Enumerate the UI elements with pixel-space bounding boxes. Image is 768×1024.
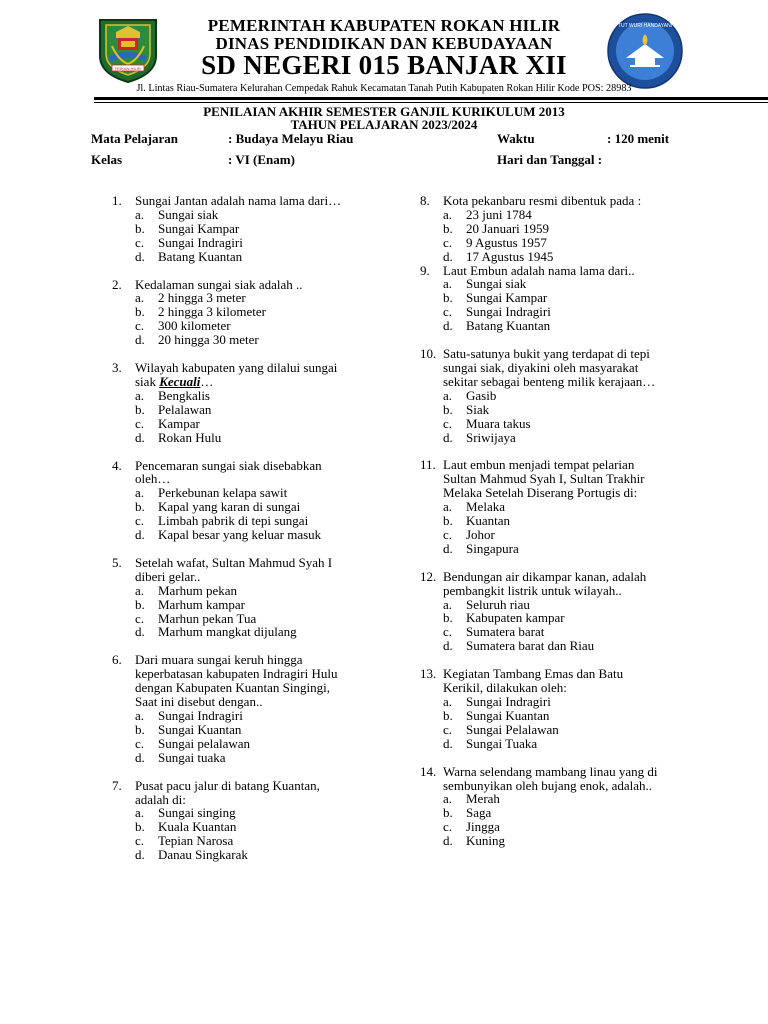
question-number: 3. bbox=[112, 360, 122, 376]
option-text: Gasib bbox=[466, 387, 497, 403]
option-letter: d. bbox=[443, 540, 453, 556]
class-value: : VI (Enam) bbox=[228, 152, 295, 167]
option-text: Kampar bbox=[158, 415, 200, 431]
option-letter: b. bbox=[443, 290, 453, 306]
option-letter: c. bbox=[443, 415, 453, 431]
question-block bbox=[420, 458, 682, 555]
answer-option bbox=[420, 542, 682, 556]
option-letter: b. bbox=[135, 220, 145, 236]
option-letter: c. bbox=[443, 721, 453, 737]
answer-option bbox=[112, 403, 368, 417]
answer-option bbox=[112, 598, 368, 612]
option-letter: a. bbox=[443, 387, 453, 403]
answer-option bbox=[112, 584, 368, 598]
option-letter: a. bbox=[135, 805, 145, 821]
option-letter: a. bbox=[135, 485, 145, 501]
answer-option bbox=[112, 751, 368, 765]
option-letter: d. bbox=[443, 735, 453, 751]
option-text: Sungai tuaka bbox=[158, 749, 226, 765]
option-letter: d. bbox=[135, 332, 145, 348]
option-letter: a. bbox=[135, 582, 145, 598]
option-letter: a. bbox=[443, 596, 453, 612]
option-letter: c. bbox=[135, 415, 145, 431]
option-letter: d. bbox=[135, 749, 145, 765]
question-number: 9. bbox=[420, 262, 430, 278]
option-text: Sungai pelalawan bbox=[158, 735, 251, 751]
option-letter: c. bbox=[443, 304, 453, 320]
question-line: Saat ini disebut dengan.. bbox=[135, 694, 263, 710]
school-address: Jl. Lintas Riau-Sumatera Kelurahan Cempedak Rahuk Kecamatan Tanah Putih Kabupaten Rokan Hilir Kode POS: 28983 bbox=[136, 83, 632, 94]
answer-option bbox=[420, 792, 682, 806]
answer-option bbox=[420, 625, 682, 639]
question-number: 14. bbox=[420, 763, 437, 779]
time-value: : 120 menit bbox=[607, 131, 670, 146]
answer-option bbox=[112, 612, 368, 626]
option-letter: b. bbox=[443, 707, 453, 723]
answer-option bbox=[420, 236, 682, 250]
government-header: PEMERINTAH KABUPATEN ROKAN HILIR bbox=[207, 16, 561, 35]
option-letter: d. bbox=[443, 318, 453, 334]
answer-option bbox=[420, 514, 682, 528]
answer-option bbox=[112, 528, 368, 542]
question-line: Warna selendang mambang linau yang di bbox=[443, 763, 658, 779]
question-line: Kedalaman sungai siak adalah .. bbox=[135, 276, 303, 292]
option-letter: c. bbox=[135, 234, 145, 250]
answer-option bbox=[420, 639, 682, 653]
logo-left-text: ROKAN HILIR bbox=[115, 66, 141, 71]
question-block bbox=[112, 459, 368, 542]
option-text: Sungai Pelalawan bbox=[466, 721, 559, 737]
option-letter: d. bbox=[443, 429, 453, 445]
question-block bbox=[112, 194, 368, 264]
answer-option bbox=[112, 834, 368, 848]
option-letter: b. bbox=[443, 805, 453, 821]
question-number: 1. bbox=[112, 193, 122, 208]
option-letter: b. bbox=[135, 401, 145, 417]
option-text: Sungai Indragiri bbox=[466, 304, 551, 320]
subject-value: : Budaya Melayu Riau bbox=[228, 131, 354, 146]
option-text: Pelalawan bbox=[158, 401, 212, 417]
question-line: Laut Embun adalah nama lama dari.. bbox=[443, 262, 635, 278]
option-text: Sungai Kuantan bbox=[466, 707, 550, 723]
answer-option bbox=[420, 723, 682, 737]
answer-option bbox=[420, 319, 682, 333]
option-text: 2 hingga 3 meter bbox=[158, 290, 246, 306]
question-text bbox=[420, 667, 682, 695]
question-line: Satu-satunya bukit yang terdapat di tepi bbox=[443, 346, 650, 362]
option-letter: a. bbox=[443, 276, 453, 292]
answer-option bbox=[112, 417, 368, 431]
school-name: SD NEGERI 015 BANJAR XII bbox=[201, 50, 567, 80]
question-number: 12. bbox=[420, 568, 437, 584]
answer-option bbox=[112, 806, 368, 820]
answer-option bbox=[112, 723, 368, 737]
question-text bbox=[420, 264, 682, 278]
option-text: 20 hingga 30 meter bbox=[158, 332, 259, 348]
questions-right-column bbox=[420, 194, 682, 848]
option-text: Rokan Hulu bbox=[158, 429, 222, 445]
question-text bbox=[112, 653, 368, 709]
option-text: 300 kilometer bbox=[158, 318, 231, 334]
question-line: sungai siak, diyakini oleh masyarakat bbox=[443, 359, 639, 375]
option-letter: d. bbox=[135, 624, 145, 640]
question-number: 8. bbox=[420, 193, 430, 208]
question-block bbox=[112, 361, 368, 444]
answer-option bbox=[420, 820, 682, 834]
question-line-suffix: … bbox=[200, 373, 214, 389]
option-text: Kuantan bbox=[466, 513, 511, 529]
answer-option bbox=[420, 611, 682, 625]
option-text: Singapura bbox=[466, 540, 519, 556]
option-letter: a. bbox=[135, 708, 145, 723]
question-block bbox=[420, 264, 682, 334]
option-letter: d. bbox=[135, 248, 145, 264]
exam-year: TAHUN PELAJARAN 2023/2024 bbox=[290, 117, 478, 132]
option-text: Danau Singkarak bbox=[158, 847, 248, 863]
option-letter: c. bbox=[135, 833, 145, 849]
option-letter: c. bbox=[135, 318, 145, 334]
option-text: Marhun pekan Tua bbox=[158, 610, 257, 626]
answer-option bbox=[420, 528, 682, 542]
question-line: Dari muara sungai keruh hingga bbox=[135, 652, 303, 668]
option-letter: b. bbox=[443, 610, 453, 626]
answer-option bbox=[112, 514, 368, 528]
question-line: Laut embun menjadi tempat pelarian bbox=[443, 457, 635, 473]
subject-label: Mata Pelajaran bbox=[91, 131, 179, 146]
question-text bbox=[112, 194, 368, 208]
option-text: Bengkalis bbox=[158, 387, 210, 403]
option-text: Sumatera barat bbox=[466, 624, 545, 640]
question-line: Pusat pacu jalur di batang Kuantan, bbox=[135, 777, 320, 793]
question-line: keperbatasan kabupaten Indragiri Hulu bbox=[135, 666, 338, 682]
answer-option bbox=[420, 291, 682, 305]
answer-option bbox=[112, 250, 368, 264]
question-block bbox=[420, 347, 682, 444]
option-text: Sungai Indragiri bbox=[466, 694, 551, 709]
question-text bbox=[112, 779, 368, 807]
question-line: dengan Kabupaten Kuantan Singingi, bbox=[135, 680, 330, 696]
answer-option bbox=[420, 208, 682, 222]
option-text: Limbah pabrik di tepi sungai bbox=[158, 513, 309, 529]
option-text: Sungai Indragiri bbox=[158, 708, 243, 723]
question-text bbox=[420, 458, 682, 500]
option-letter: b. bbox=[135, 499, 145, 515]
option-text: Kuning bbox=[466, 833, 505, 849]
question-text bbox=[112, 361, 368, 389]
option-letter: b. bbox=[135, 819, 145, 835]
question-text bbox=[420, 570, 682, 598]
option-text: Batang Kuantan bbox=[158, 248, 243, 264]
answer-option bbox=[112, 431, 368, 445]
question-number: 7. bbox=[112, 777, 122, 793]
option-letter: c. bbox=[443, 624, 453, 640]
answer-option bbox=[112, 486, 368, 500]
option-text: Sumatera barat dan Riau bbox=[466, 638, 595, 654]
option-text: Marhum pekan bbox=[158, 582, 238, 598]
option-text: Sungai Indragiri bbox=[158, 234, 243, 250]
header-divider-thick bbox=[94, 97, 768, 100]
option-text: Tepian Narosa bbox=[158, 833, 234, 849]
option-letter: a. bbox=[443, 791, 453, 807]
question-line: Bendungan air dikampar kanan, adalah bbox=[443, 568, 647, 584]
answer-option bbox=[112, 305, 368, 319]
option-letter: a. bbox=[443, 206, 453, 222]
option-letter: b. bbox=[135, 304, 145, 320]
answer-option bbox=[420, 737, 682, 751]
option-letter: b. bbox=[443, 220, 453, 236]
option-text: Siak bbox=[466, 401, 490, 417]
question-line: diberi gelar.. bbox=[135, 568, 201, 584]
option-letter: d. bbox=[443, 638, 453, 654]
answer-option bbox=[112, 208, 368, 222]
option-text: Melaka bbox=[466, 499, 505, 515]
question-line: Sungai Jantan adalah nama lama dari… bbox=[135, 193, 342, 208]
option-letter: c. bbox=[443, 526, 453, 542]
option-letter: b. bbox=[443, 401, 453, 417]
answer-option bbox=[112, 848, 368, 862]
question-number: 2. bbox=[112, 276, 122, 292]
answer-option bbox=[420, 277, 682, 291]
question-line-prefix: siak bbox=[135, 373, 160, 389]
option-text: Kabupaten kampar bbox=[466, 610, 565, 626]
option-letter: a. bbox=[443, 499, 453, 515]
option-text: Kapal besar yang keluar masuk bbox=[158, 527, 322, 543]
option-letter: d. bbox=[135, 847, 145, 863]
option-letter: c. bbox=[135, 610, 145, 626]
option-letter: d. bbox=[443, 248, 453, 264]
option-letter: b. bbox=[135, 721, 145, 737]
question-line bbox=[135, 375, 368, 389]
option-text: Sriwijaya bbox=[466, 429, 516, 445]
question-line: Melaka Setelah Diserang Portugis di: bbox=[443, 485, 638, 501]
answer-option bbox=[420, 305, 682, 319]
option-letter: d. bbox=[443, 833, 453, 849]
option-text: 23 juni 1784 bbox=[466, 206, 532, 222]
date-label: Hari dan Tanggal : bbox=[497, 152, 603, 167]
answer-option bbox=[112, 500, 368, 514]
question-number: 4. bbox=[112, 457, 122, 473]
question-line: Kota pekanbaru resmi dibentuk pada : bbox=[443, 193, 642, 208]
answer-option bbox=[420, 500, 682, 514]
question-block bbox=[112, 556, 368, 639]
exam-title: PENILAIAN AKHIR SEMESTER GANJIL KURIKULUM 2013 bbox=[203, 104, 565, 119]
answer-option bbox=[420, 431, 682, 445]
option-text: Batang Kuantan bbox=[466, 318, 551, 334]
question-line: Setelah wafat, Sultan Mahmud Syah I bbox=[135, 554, 333, 570]
option-text: Sungai siak bbox=[158, 206, 219, 222]
question-number: 5. bbox=[112, 554, 122, 570]
option-text: Marhum mangkat dijulang bbox=[158, 624, 297, 640]
question-block bbox=[420, 570, 682, 653]
answer-option bbox=[112, 737, 368, 751]
answer-option bbox=[112, 319, 368, 333]
department-header: DINAS PENDIDIKAN DAN KEBUDAYAAN bbox=[215, 34, 553, 53]
question-text bbox=[112, 556, 368, 584]
option-letter: c. bbox=[443, 819, 453, 835]
question-text bbox=[420, 347, 682, 389]
question-line: Kerikil, dilakukan oleh: bbox=[443, 680, 567, 696]
option-text: Muara takus bbox=[466, 415, 531, 431]
answer-option bbox=[112, 709, 368, 723]
option-text: Saga bbox=[466, 805, 492, 821]
question-line: Wilayah kabupaten yang dilalui sungai bbox=[135, 360, 338, 376]
questions-left-column bbox=[112, 194, 368, 862]
question-block bbox=[420, 194, 682, 264]
option-letter: a. bbox=[135, 206, 145, 222]
question-line: Kegiatan Tambang Emas dan Batu bbox=[443, 666, 624, 682]
option-text: 17 Agustus 1945 bbox=[466, 248, 554, 264]
question-number: 6. bbox=[112, 652, 122, 668]
time-label: Waktu bbox=[497, 131, 535, 146]
answer-option bbox=[420, 403, 682, 417]
question-line: sembunyikan oleh bujang enok, adalah.. bbox=[443, 777, 653, 793]
option-letter: c. bbox=[135, 735, 145, 751]
question-block bbox=[420, 765, 682, 848]
question-block bbox=[112, 653, 368, 764]
header-divider-thin bbox=[94, 102, 768, 103]
logo-right-text: TUT WURI HANDAYANI bbox=[617, 23, 673, 29]
answer-option bbox=[420, 598, 682, 612]
question-line: pembangkit listrik untuk wilayah.. bbox=[443, 582, 622, 598]
answer-option bbox=[420, 389, 682, 403]
question-block bbox=[420, 667, 682, 750]
option-letter: d. bbox=[135, 429, 145, 445]
question-line: adalah di: bbox=[135, 791, 186, 807]
option-letter: c. bbox=[135, 513, 145, 529]
option-text: Merah bbox=[466, 791, 500, 807]
question-line: Sultan Mahmud Syah I, Sultan Trakhir bbox=[443, 471, 645, 487]
question-block bbox=[112, 779, 368, 862]
option-letter: b. bbox=[443, 513, 453, 529]
answer-option bbox=[112, 333, 368, 347]
option-letter: c. bbox=[443, 234, 453, 250]
question-text bbox=[420, 194, 682, 208]
answer-option bbox=[112, 625, 368, 639]
answer-option bbox=[420, 709, 682, 723]
class-label: Kelas bbox=[91, 152, 123, 167]
question-block bbox=[112, 278, 368, 348]
answer-option bbox=[112, 222, 368, 236]
option-text: Perkebunan kelapa sawit bbox=[158, 485, 288, 501]
option-text: 20 Januari 1959 bbox=[466, 220, 550, 236]
option-text: Sungai siak bbox=[466, 276, 527, 292]
option-text: 9 Agustus 1957 bbox=[466, 234, 547, 250]
question-line: oleh… bbox=[135, 471, 171, 487]
answer-option bbox=[420, 695, 682, 709]
option-text: Kuala Kuantan bbox=[158, 819, 237, 835]
option-text: Kapal yang karan di sungai bbox=[158, 499, 301, 515]
option-text: 2 hingga 3 kilometer bbox=[158, 304, 266, 320]
answer-option bbox=[112, 236, 368, 250]
option-text: Sungai singing bbox=[158, 805, 236, 821]
answer-option bbox=[112, 820, 368, 834]
question-number: 11. bbox=[420, 457, 436, 473]
option-text: Sungai Kuantan bbox=[158, 721, 242, 737]
question-text bbox=[420, 765, 682, 793]
option-letter: a. bbox=[135, 387, 145, 403]
option-text: Jingga bbox=[466, 819, 500, 835]
question-line: Pencemaran sungai siak disebabkan bbox=[135, 457, 322, 473]
question-number: 10. bbox=[420, 346, 437, 362]
option-letter: a. bbox=[443, 694, 453, 709]
question-text bbox=[112, 459, 368, 487]
option-text: Johor bbox=[466, 526, 495, 542]
option-text: Sungai Tuaka bbox=[466, 735, 538, 751]
question-emphasis: Kecuali bbox=[159, 373, 201, 389]
option-letter: b. bbox=[135, 596, 145, 612]
option-text: Sungai Kampar bbox=[158, 220, 240, 236]
question-line: sekitar sebagai benteng milik kerajaan… bbox=[443, 373, 656, 389]
option-letter: a. bbox=[135, 290, 145, 306]
answer-option bbox=[112, 291, 368, 305]
question-number: 13. bbox=[420, 666, 437, 682]
option-text: Sungai Kampar bbox=[466, 290, 548, 306]
option-text: Seluruh riau bbox=[466, 596, 530, 612]
answer-option bbox=[420, 834, 682, 848]
answer-option bbox=[420, 250, 682, 264]
answer-option bbox=[420, 417, 682, 431]
option-letter: d. bbox=[135, 527, 145, 543]
answer-option bbox=[420, 222, 682, 236]
question-text bbox=[112, 278, 368, 292]
option-text: Marhum kampar bbox=[158, 596, 246, 612]
answer-option bbox=[420, 806, 682, 820]
answer-option bbox=[112, 389, 368, 403]
